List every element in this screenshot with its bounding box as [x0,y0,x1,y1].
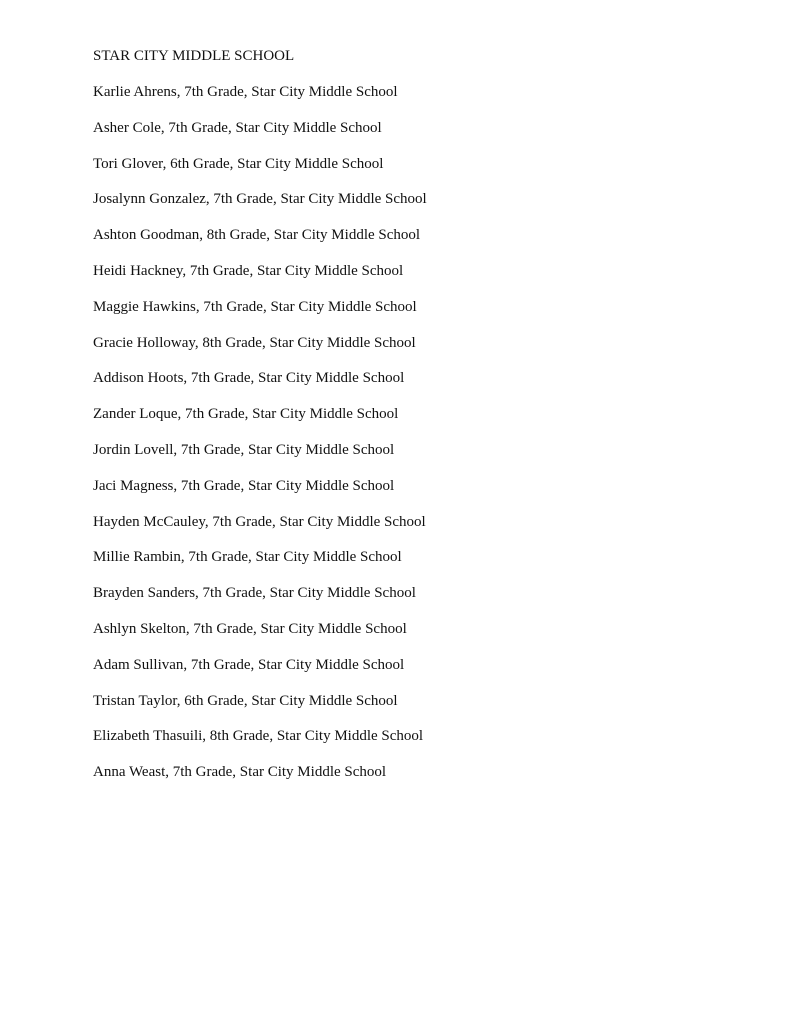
list-item: Anna Weast, 7th Grade, Star City Middle School [93,764,387,781]
list-item: Elizabeth Thasuili, 8th Grade, Star City Middle School [93,728,424,745]
list-item: Maggie Hawkins, 7th Grade, Star City Middle School [93,298,417,315]
list-item: Adam Sullivan, 7th Grade, Star City Middle School [93,656,405,673]
list-item: Tristan Taylor, 6th Grade, Star City Middle School [93,692,398,709]
list-item: Millie Rambin, 7th Grade, Star City Middle School [93,549,402,566]
list-item: Asher Cole, 7th Grade, Star City Middle School [93,119,382,136]
list-item: Ashton Goodman, 8th Grade, Star City Middle School [93,227,421,244]
page-title: STAR CITY MIDDLE SCHOOL [93,48,295,64]
list-item: Addison Hoots, 7th Grade, Star City Middle School [93,370,405,387]
list-item: Heidi Hackney, 7th Grade, Star City Middle School [93,262,404,279]
list-item: Josalynn Gonzalez, 7th Grade, Star City Middle School [93,191,427,208]
list-item: Gracie Holloway, 8th Grade, Star City Middle School [93,334,416,351]
list-item: Jaci Magness, 7th Grade, Star City Middle School [93,477,395,494]
list-item: Hayden McCauley, 7th Grade, Star City Middle School [93,513,426,530]
list-item: Tori Glover, 6th Grade, Star City Middle School [93,155,384,172]
document-body [93,44,427,796]
list-item: Jordin Lovell, 7th Grade, Star City Middle School [93,441,395,458]
list-item: Ashlyn Skelton, 7th Grade, Star City Middle School [93,620,407,637]
list-item: Brayden Sanders, 7th Grade, Star City Middle School [93,585,416,602]
list-item: Zander Loque, 7th Grade, Star City Middle School [93,406,399,423]
list-item: Karlie Ahrens, 7th Grade, Star City Middle School [93,84,398,100]
